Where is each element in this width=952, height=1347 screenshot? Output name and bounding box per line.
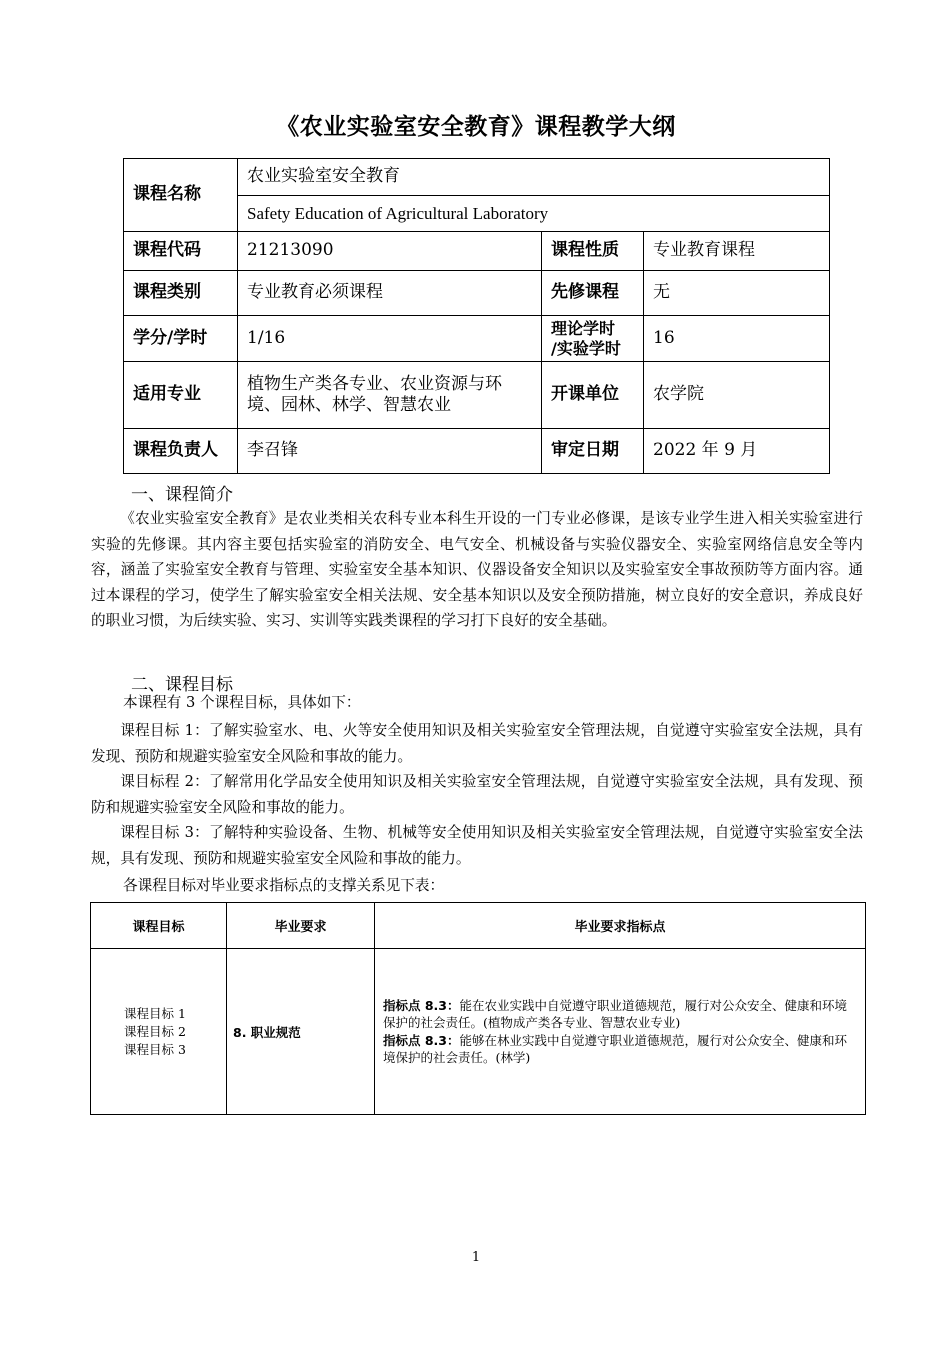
goal-1-paragraph: 课程目标 1：了解实验室水、电、火等安全使用知识及相关实验室安全管理法规，自觉遵守实验室安全法规，具有发现、预防和规避实验室安全风险和事故的能力。 bbox=[91, 722, 863, 765]
department-label: 开课单位 bbox=[542, 362, 644, 429]
goals-table-header-requirement: 毕业要求 bbox=[227, 903, 375, 949]
majors-line1: 植物生产类各专业、农业资源与环 bbox=[247, 373, 502, 394]
section-heading-goals: 二、课程目标 bbox=[131, 675, 233, 695]
review-date-label: 审定日期 bbox=[542, 429, 644, 474]
theory-hours-value: 16 bbox=[644, 316, 830, 362]
course-category-label: 课程类别 bbox=[124, 271, 238, 316]
course-name-en: Safety Education of Agricultural Laboratory bbox=[238, 196, 830, 232]
majors-label: 适用专业 bbox=[124, 362, 238, 429]
course-nature-value: 专业教育课程 bbox=[644, 232, 830, 271]
indicator-1-label: 指标点 8.3： bbox=[383, 997, 460, 1013]
indicator-1-text: 能在农业实践中自觉遵守职业道德规范，履行对公众安全、健康和环境保护的社会责任。(植物成产类各专业、智慧农业专业) bbox=[383, 997, 848, 1030]
goals-table-header-goal: 课程目标 bbox=[91, 903, 227, 949]
course-category-value: 专业教育必须课程 bbox=[238, 271, 542, 316]
department-value: 农学院 bbox=[644, 362, 830, 429]
course-name-label: 课程名称 bbox=[124, 159, 238, 232]
goals-table-requirement-cell: 8. 职业规范 bbox=[227, 949, 375, 1115]
page-number: 1 bbox=[471, 1250, 481, 1265]
theory-hours-label bbox=[542, 316, 644, 362]
course-nature-label: 课程性质 bbox=[542, 232, 644, 271]
page-title: 《农业实验室安全教育》课程教学大纲 bbox=[276, 114, 676, 140]
theory-hours-label-line2: /实验学时 bbox=[551, 338, 621, 358]
goal-list bbox=[92, 1005, 225, 1059]
goal-list-item: 课程目标 3 bbox=[124, 1041, 186, 1057]
goal-3-paragraph: 课程目标 3：了解特种实验设备、生物、机械等安全使用知识及相关实验室安全管理法规，自觉遵守实验室安全法规，具有发现、预防和规避实验室安全风险和事故的能力。 bbox=[91, 824, 863, 867]
course-code-label: 课程代码 bbox=[124, 232, 238, 271]
goal-list-item: 课程目标 2 bbox=[124, 1023, 186, 1039]
goals-support-table bbox=[90, 902, 866, 1115]
review-date-value: 2022 年 9 月 bbox=[644, 429, 830, 474]
owner-label: 课程负责人 bbox=[124, 429, 238, 474]
course-code-value: 21213090 bbox=[238, 232, 542, 271]
credits-label: 学分/学时 bbox=[124, 316, 238, 362]
owner-value: 李召锋 bbox=[238, 429, 542, 474]
indicator-2-label: 指标点 8.3： bbox=[383, 1032, 460, 1048]
goals-intro: 本课程有 3 个课程目标，具体如下： bbox=[123, 694, 361, 711]
goals-table-indicator-cell bbox=[375, 949, 866, 1115]
course-intro-paragraph: 《农业实验室安全教育》是农业类相关农科专业本科生开设的一门专业必修课，是该专业学生进入相关实验室进行实验的先修课。其内容主要包括实验室的消防安全、电气安全、机械设备与实验仪器安全、实验室网络信息安全等内容，涵盖了实验室安全教育与管理、实验室安全基本知识、仪器设备安全知识以及实验室安全事故预防等方面内容。通过本课程的学习，使学生了解实验室安全相关法规、安全基本知识以及安全预防措施，树立良好的安全意识，养成良好的职业习惯，为后续实验、实习、实训等实践类课程的学习打下良好的安全基础。 bbox=[91, 510, 863, 630]
majors-line2: 境、园林、林学、智慧农业 bbox=[247, 395, 451, 415]
theory-hours-label-line1: 理论学时 bbox=[551, 319, 616, 339]
majors-value bbox=[238, 362, 542, 429]
indicator-1 bbox=[383, 997, 857, 1032]
indicator-2 bbox=[383, 1032, 857, 1067]
credits-value: 1/16 bbox=[238, 316, 542, 362]
section-heading-intro: 一、课程简介 bbox=[131, 485, 233, 505]
course-info-table bbox=[123, 158, 830, 474]
prerequisite-label: 先修课程 bbox=[542, 271, 644, 316]
prerequisite-value: 无 bbox=[644, 271, 830, 316]
goals-table-header-indicator: 毕业要求指标点 bbox=[375, 903, 866, 949]
indicator-2-text: 能够在林业实践中自觉遵守职业道德规范，履行对公众安全、健康和环境保护的社会责任。(林学) bbox=[383, 1032, 848, 1065]
course-name-cn: 农业实验室安全教育 bbox=[238, 159, 830, 196]
goals-table-intro: 各课程目标对毕业要求指标点的支撑关系见下表： bbox=[123, 877, 445, 894]
goal-list-item: 课程目标 1 bbox=[124, 1005, 186, 1021]
goals-table-goal-cell bbox=[91, 949, 227, 1115]
goal-2-paragraph: 课目标程 2：了解常用化学品安全使用知识及相关实验室安全管理法规，自觉遵守实验室安全法规，具有发现、预防和规避实验室安全风险和事故的能力。 bbox=[91, 773, 863, 816]
